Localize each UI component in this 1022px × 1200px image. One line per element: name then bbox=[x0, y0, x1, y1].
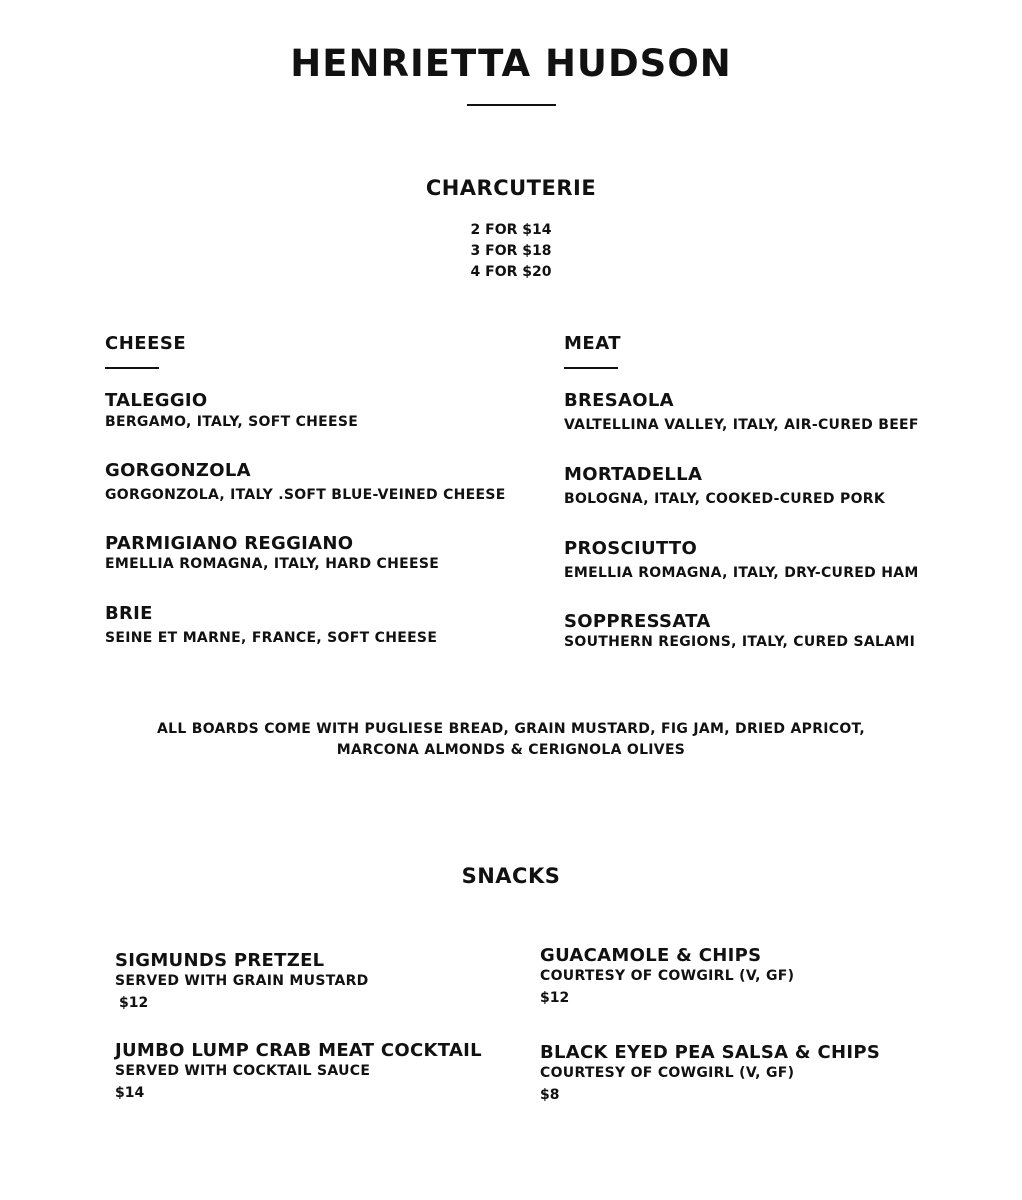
snack-item-desc: COURTESY OF COWGIRL (V, GF) bbox=[540, 1065, 795, 1081]
meat-item-desc: BOLOGNA, ITALY, COOKED-CURED PORK bbox=[564, 491, 886, 507]
charcuterie-title: CHARCUTERIE bbox=[425, 176, 597, 200]
snack-item-desc: SERVED WITH COCKTAIL SAUCE bbox=[115, 1063, 371, 1079]
meat-item-name: PROSCIUTTO bbox=[564, 538, 698, 559]
boards-note bbox=[0, 719, 1022, 761]
boards-note-line: ALL BOARDS COME WITH PUGLIESE BREAD, GRAIN MUSTARD, FIG JAM, DRIED APRICOT, bbox=[156, 721, 866, 737]
meat-heading: MEAT bbox=[564, 333, 622, 354]
restaurant-name: HENRIETTA HUDSON bbox=[290, 42, 732, 85]
cheese-item-name: BRIE bbox=[105, 603, 153, 624]
title-divider bbox=[467, 104, 556, 106]
cheese-heading: CHEESE bbox=[105, 333, 187, 354]
snack-item-price: $8 bbox=[540, 1087, 560, 1103]
snack-item-price: $12 bbox=[540, 990, 570, 1006]
snack-item-desc: COURTESY OF COWGIRL (V, GF) bbox=[540, 968, 795, 984]
boards-note-line: MARCONA ALMONDS & CERIGNOLA OLIVES bbox=[336, 742, 686, 758]
cheese-item-name: PARMIGIANO REGGIANO bbox=[105, 533, 354, 554]
cheese-item-desc: GORGONZOLA, ITALY .SOFT BLUE-VEINED CHEESE bbox=[105, 487, 506, 503]
meat-divider bbox=[564, 367, 618, 369]
snack-item-name: JUMBO LUMP CRAB MEAT COCKTAIL bbox=[115, 1040, 482, 1061]
cheese-item-name: GORGONZOLA bbox=[105, 460, 251, 481]
pricing-line: 4 FOR $20 bbox=[470, 264, 552, 280]
snack-item-name: BLACK EYED PEA SALSA & CHIPS bbox=[540, 1042, 881, 1063]
snack-item-name: SIGMUNDS PRETZEL bbox=[115, 950, 325, 971]
meat-item-desc: EMELLIA ROMAGNA, ITALY, DRY-CURED HAM bbox=[564, 565, 919, 581]
snack-item-name: GUACAMOLE & CHIPS bbox=[540, 945, 762, 966]
cheese-item-desc: BERGAMO, ITALY, SOFT CHEESE bbox=[105, 414, 359, 430]
snacks-title: SNACKS bbox=[461, 864, 561, 888]
cheese-divider bbox=[105, 367, 159, 369]
meat-item-name: MORTADELLA bbox=[564, 464, 703, 485]
snack-item-desc: SERVED WITH GRAIN MUSTARD bbox=[115, 973, 369, 989]
meat-item-name: SOPPRESSATA bbox=[564, 611, 711, 632]
snack-item-price: $14 bbox=[115, 1085, 145, 1101]
pricing-line: 2 FOR $14 bbox=[470, 222, 552, 238]
charcuterie-pricing bbox=[0, 220, 1022, 283]
meat-item-desc: VALTELLINA VALLEY, ITALY, AIR-CURED BEEF bbox=[564, 417, 919, 433]
snack-item-price: $12 bbox=[119, 995, 149, 1011]
cheese-item-desc: SEINE ET MARNE, FRANCE, SOFT CHEESE bbox=[105, 630, 438, 646]
meat-item-name: BRESAOLA bbox=[564, 390, 674, 411]
cheese-item-name: TALEGGIO bbox=[105, 390, 208, 411]
meat-item-desc: SOUTHERN REGIONS, ITALY, CURED SALAMI bbox=[564, 634, 916, 650]
cheese-item-desc: EMELLIA ROMAGNA, ITALY, HARD CHEESE bbox=[105, 556, 440, 572]
pricing-line: 3 FOR $18 bbox=[470, 243, 552, 259]
